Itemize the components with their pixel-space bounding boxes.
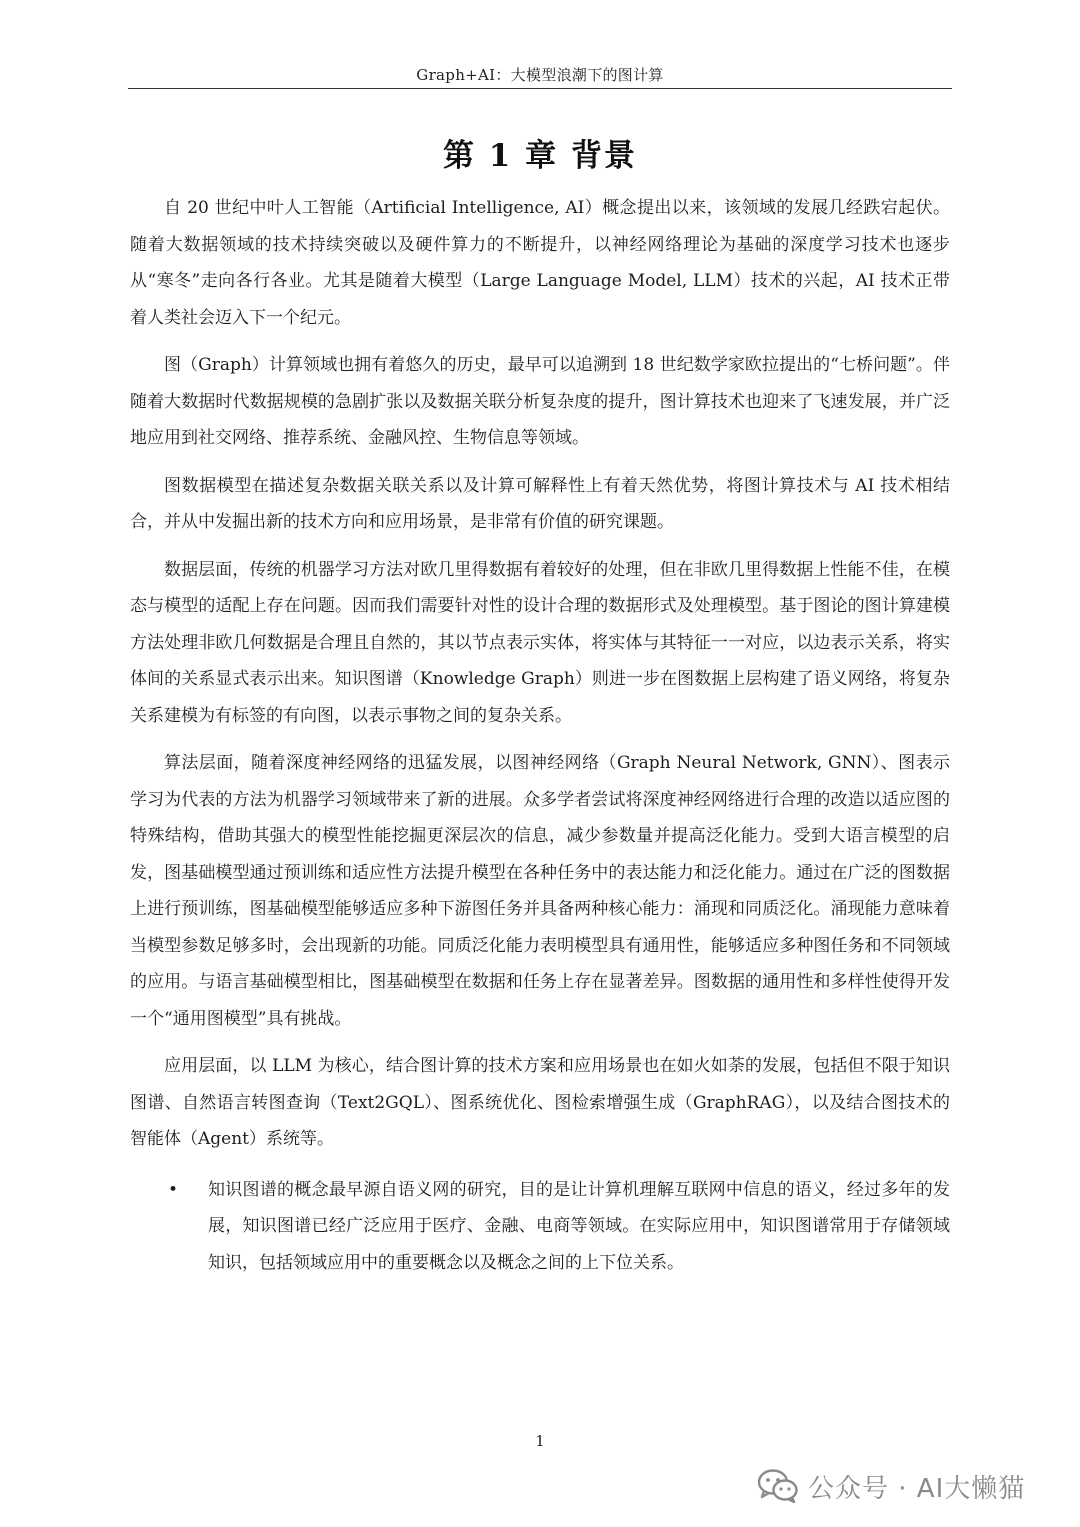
- paragraph-algorithm-level: 算法层面，随着深度神经网络的迅猛发展，以图神经网络（Graph Neural Network, GNN）、图表示学习为代表的方法为机器学习领域带来了新的进展。众多学者尝试将深度神经网络进行合理的改造以适应图的特殊结构，借助其强大的模型性能挖掘更深层次的信息，减少参数量并提高泛化能力。受到大语言模型的启发，图基础模型通过预训练和适应性方法提升模型在各种任务中的表达能力和泛化能力。通过在广泛的图数据上进行预训练，图基础模型能够适应多种下游图任务并具备两种核心能力：涌现和同质泛化。涌现能力意味着当模型参数足够多时，会出现新的功能。同质泛化能力表明模型具有通用性，能够适应多种图任务和不同领域的应用。与语言基础模型相比，图基础模型在数据和任务上存在显著差异。图数据的通用性和多样性使得开发一个“通用图模型”具有挑战。: [130, 753, 950, 1029]
- watermark: [758, 1466, 1025, 1506]
- watermark-text: 公众号 · AI大懒猫: [808, 1473, 1026, 1504]
- bullet-marker: •: [168, 1179, 179, 1200]
- running-header: Graph+AI：大模型浪潮下的图计算: [416, 66, 664, 84]
- paragraph-application-level: 应用层面，以 LLM 为核心，结合图计算的技术方案和应用场景也在如火如荼的发展，包括但不限于知识图谱、自然语言转图查询（Text2GQL）、图系统优化、图检索增强生成（GraphRAG），以及结合图技术的智能体（Agent）系统等。: [130, 1056, 950, 1149]
- paragraph-ai-history: 自 20 世纪中叶人工智能（Artificial Intelligence, AI）概念提出以来，该领域的发展几经跌宕起伏。随着大数据领域的技术持续突破以及硬件算力的不断提升，以神经网络理论为基础的深度学习技术也逐步从“寒冬”走向各行各业。尤其是随着大模型（Large Language Model, LLM）技术的兴起，AI 技术正带着人类社会迈入下一个纪元。: [130, 198, 950, 328]
- body-text: [130, 190, 950, 1281]
- paragraph-graph-ai-value: 图数据模型在描述复杂数据关联关系以及计算可解释性上有着天然优势，将图计算技术与 AI 技术相结合，并从中发掘出新的技术方向和应用场景，是非常有价值的研究课题。: [130, 475, 950, 532]
- wechat-icon: [758, 1469, 798, 1503]
- list-item: [168, 1172, 950, 1282]
- paragraph-graph-history: 图（Graph）计算领域也拥有着悠久的历史，最早可以追溯到 18 世纪数学家欧拉提出的“七桥问题”。伴随着大数据时代数据规模的急剧扩张以及数据关联分析复杂度的提升，图计算技术也迎来了飞速发展，并广泛地应用到社交网络、推荐系统、金融风控、生物信息等领域。: [130, 355, 950, 448]
- chapter-title: 第 1 章 背景: [443, 138, 637, 174]
- paragraph-data-level: 数据层面，传统的机器学习方法对欧几里得数据有着较好的处理，但在非欧几里得数据上性能不佳，在模态与模型的适配上存在问题。因而我们需要针对性的设计合理的数据形式及处理模型。基于图论的图计算建模方法处理非欧几何数据是合理且自然的，其以节点表示实体，将实体与其特征一一对应，以边表示关系，将实体间的关系显式表示出来。知识图谱（Knowledge Graph）则进一步在图数据上层构建了语义网络，将复杂关系建模为有标签的有向图，以表示事物之间的复杂关系。: [130, 559, 950, 726]
- header-rule: [128, 88, 952, 89]
- bullet-text: 知识图谱的概念最早源自语义网的研究，目的是让计算机理解互联网中信息的语义，经过多年的发展，知识图谱已经广泛应用于医疗、金融、电商等领域。在实际应用中，知识图谱常用于存储领域知识，包括领域应用中的重要概念以及概念之间的上下位关系。: [208, 1179, 950, 1273]
- bullet-list: [130, 1172, 950, 1282]
- page-number: 1: [535, 1432, 545, 1450]
